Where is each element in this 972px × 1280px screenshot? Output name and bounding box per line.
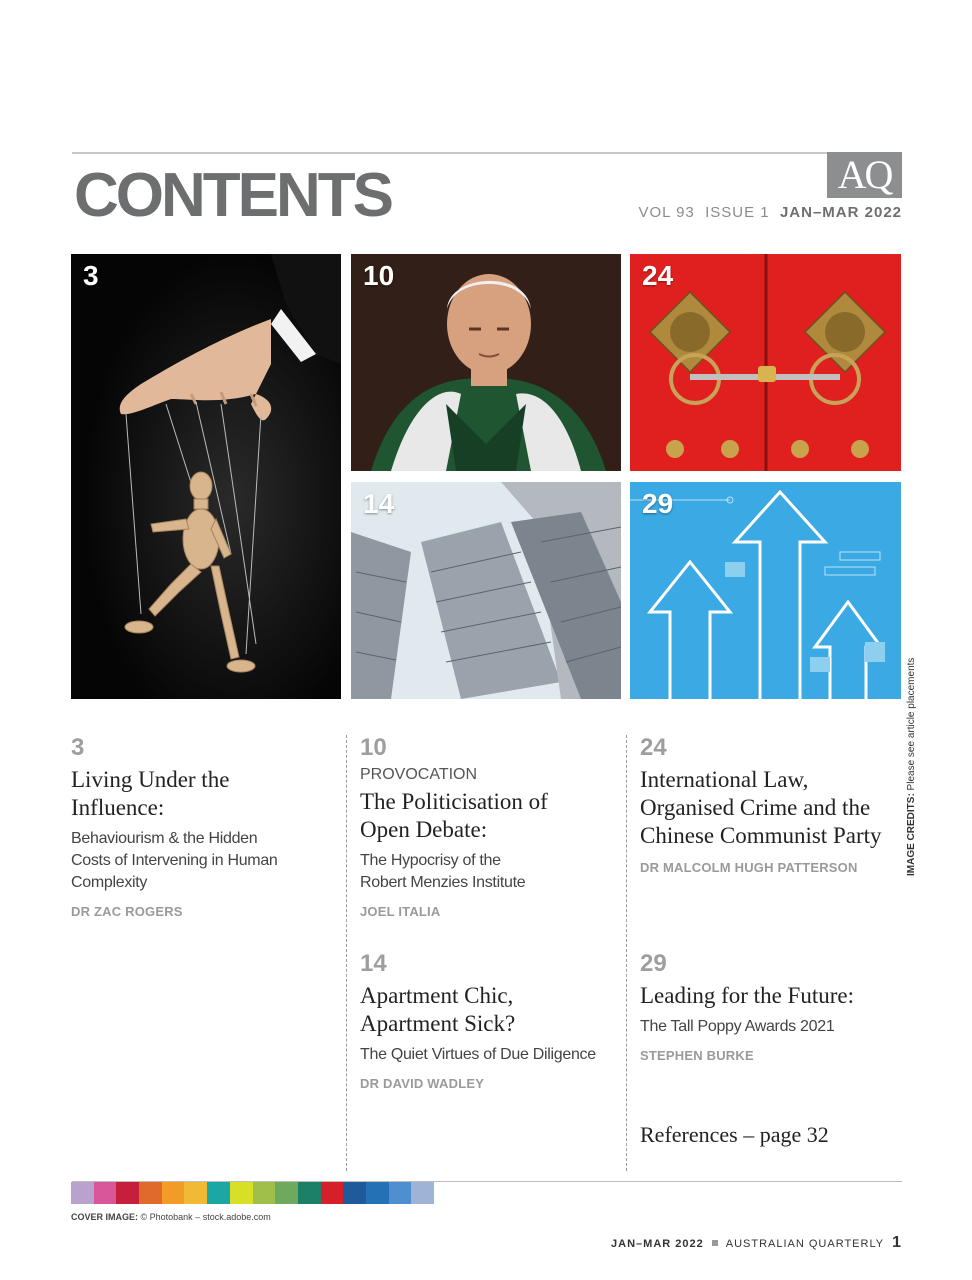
color-swatch bbox=[71, 1182, 94, 1204]
article-subtitle: Behaviourism & the Hidden Costs of Intervening in Human Complexity bbox=[71, 830, 278, 891]
image-credits bbox=[904, 657, 924, 880]
tile-article-24[interactable] bbox=[630, 254, 901, 471]
page-number: 29 bbox=[640, 950, 667, 977]
color-swatch bbox=[162, 1182, 185, 1204]
footer-publication: AUSTRALIAN QUARTERLY bbox=[725, 1238, 885, 1250]
cover-credit-text: © Photobank – stock.adobe.com bbox=[138, 1212, 271, 1222]
tile-article-3[interactable] bbox=[71, 254, 341, 699]
article-headline: Leading for the Future: bbox=[640, 983, 854, 1008]
folio-page-number: 1 bbox=[892, 1234, 902, 1251]
page-number: 3 bbox=[71, 734, 85, 761]
references-link[interactable]: References – page 32 bbox=[640, 1122, 829, 1147]
color-swatch bbox=[207, 1182, 230, 1204]
column-divider bbox=[346, 735, 347, 1171]
article-3[interactable] bbox=[71, 734, 331, 919]
article-24[interactable] bbox=[640, 734, 900, 875]
tile-number: 29 bbox=[642, 488, 674, 519]
article-author: DR DAVID WADLEY bbox=[360, 1076, 485, 1091]
column-divider bbox=[626, 735, 627, 1171]
separator-square bbox=[712, 1240, 718, 1246]
color-swatch bbox=[321, 1182, 344, 1204]
page-number: 10 bbox=[360, 734, 387, 761]
tile-number: 14 bbox=[363, 488, 395, 519]
image-credits-text: Please see article placements bbox=[906, 657, 917, 794]
article-author: JOEL ITALIA bbox=[360, 904, 441, 919]
page-footer bbox=[611, 1234, 902, 1252]
aq-logo: AQ bbox=[827, 152, 902, 198]
article-29[interactable] bbox=[640, 950, 900, 1063]
image-credits-label: IMAGE CREDITS: bbox=[906, 793, 917, 876]
issue-date: JAN–MAR 2022 bbox=[779, 204, 902, 221]
footer-date: JAN–MAR 2022 bbox=[611, 1238, 704, 1250]
article-author: STEPHEN BURKE bbox=[640, 1048, 754, 1063]
article-10[interactable] bbox=[360, 734, 620, 919]
cover-credit-label: COVER IMAGE: bbox=[71, 1212, 139, 1222]
article-subtitle: The Tall Poppy Awards 2021 bbox=[640, 1018, 835, 1035]
tile-article-10[interactable] bbox=[351, 254, 621, 471]
page-title: CONTENTS bbox=[74, 161, 391, 230]
tile-number: 24 bbox=[642, 260, 674, 291]
color-swatch bbox=[116, 1182, 139, 1204]
color-swatch bbox=[366, 1182, 389, 1204]
color-swatch bbox=[184, 1182, 207, 1204]
top-rule bbox=[72, 152, 902, 154]
tile-article-14[interactable] bbox=[351, 482, 621, 699]
tile-article-29[interactable] bbox=[630, 482, 901, 699]
color-swatch bbox=[411, 1182, 434, 1204]
color-swatch bbox=[298, 1182, 321, 1204]
article-headline: Apartment Chic, Apartment Sick? bbox=[360, 983, 516, 1036]
color-swatch bbox=[94, 1182, 117, 1204]
cover-image-credit bbox=[71, 1212, 271, 1222]
article-kicker: PROVOCATION bbox=[360, 766, 478, 783]
color-swatch bbox=[389, 1182, 412, 1204]
color-swatch bbox=[253, 1182, 276, 1204]
page-number: 24 bbox=[640, 734, 667, 761]
color-swatch bbox=[230, 1182, 253, 1204]
color-swatch bbox=[275, 1182, 298, 1204]
article-headline: International Law, Organised Crime and the Chinese Communist Party bbox=[640, 767, 882, 848]
article-headline: Living Under the Influence: bbox=[71, 767, 230, 820]
puppet-image bbox=[71, 254, 341, 699]
tile-number: 10 bbox=[363, 260, 395, 291]
article-subtitle: The Quiet Virtues of Due Diligence bbox=[360, 1046, 596, 1063]
page-number: 14 bbox=[360, 950, 387, 977]
article-author: DR MALCOLM HUGH PATTERSON bbox=[640, 860, 858, 875]
color-swatch-strip bbox=[71, 1182, 434, 1204]
article-headline: The Politicisation of Open Debate: bbox=[360, 789, 548, 842]
color-swatch bbox=[343, 1182, 366, 1204]
article-14[interactable] bbox=[360, 950, 620, 1091]
tile-number: 3 bbox=[83, 260, 99, 291]
color-swatch bbox=[139, 1182, 162, 1204]
article-subtitle: The Hypocrisy of the Robert Menzies Institute bbox=[360, 852, 526, 891]
issue-volume: VOL 93 ISSUE 1 bbox=[638, 204, 770, 221]
article-author: DR ZAC ROGERS bbox=[71, 904, 183, 919]
issue-info bbox=[638, 204, 902, 221]
